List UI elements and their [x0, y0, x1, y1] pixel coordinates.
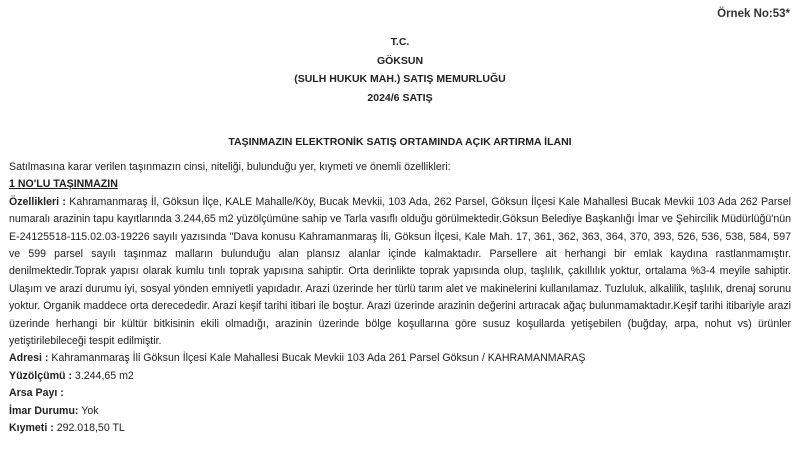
address-value: Kahramanmaraş İli Göksun İlçesi Kale Mahallesi Bucak Mevkii 103 Ada 261 Parsel Göksun / KAHRAMANMARAŞ — [48, 352, 586, 365]
features-paragraph — [9, 194, 791, 351]
header-line-city: GÖKSUN — [376, 54, 424, 67]
intro-text: Satılmasına karar verilen taşınmazın cinsi, niteliği, bulunduğu yer, kıymeti ve önemli özellikleri: — [9, 161, 451, 173]
value-label: Kıymeti : — [9, 422, 54, 435]
value-row — [9, 420, 791, 437]
sample-number: Örnek No:53* — [717, 8, 790, 20]
document-body — [9, 159, 791, 438]
zoning-value: Yok — [78, 404, 99, 417]
share-row — [9, 385, 791, 402]
value-amount: 292.018,50 TL — [53, 422, 125, 435]
address-row — [9, 350, 791, 367]
features-text: Kahramanmaraş İl, Göksun İlçe, KALE Mahalle/Köy, Bucak Mevkii, 103 Ada, 262 Parsel, Göksun İlçesi Kale Mahallesi Bucak Mevkii 103 Ada 262 Parsel numaralı arazinin tapu kayıtlarında 3.244,65 m2 yüzölçümüne sahip ve Tarla vasıflı olduğu görülmektedir.Göksun Belediye Başkanlığı İmar ve Şehircilik Müdürlüğü'nün E-24125518-115.02.03-19226 sayılı yazısında "Dava konusu Kahramanmaraş İli, Göksun İlçesi, Kale Mah. 17, 361, 362, 363, 364, 370, 393, 526, 536, 538, 584, 597 ve 599 parsel sayılı taşınmaz malların bulunduğu alan plansız alanlar içinde kalmaktadır. Parsellere ait herhangi bir emlak kaydına rastlanmamıştır. denilmektedir.Toprak yapısı olarak kumlu tınlı toprak yapısına sahiptir. Orta derinlikte toprak yapısında olup, taşlılık, çakıllılık yoktur, ortalama %3-4 meyile sahiptir. Ulaşım ve arazi durumu iyi, sosyal yönden emniyetli yapıdadır. Arazi üzerinde her türlü tarım alet ve makinelerini kullanılamaz. Tuzluluk, alkalilik, taşlılık, drenaj sorunu yoktur. Organik maddece orta derecededir. Arazi keşif tarihi itibari ile boştur. Arazi üzerinde arazinin değerini artıracak ağaç bulunmamaktadır.Keşif tarihi itibariyle arazi üzerinde herhangi bir kültür bitkisinin ekili olmadığı, arazinin üzerinde bölge koşullarına göre susuz koşullarda yetişebilen (buğday, arpa, nohut vs) ürünler yetiştirilebileceği tespit edilmiştir. — [9, 195, 791, 348]
area-row — [9, 368, 791, 385]
zoning-label: İmar Durumu: — [9, 404, 79, 417]
header-line-office: (SULH HUKUK MAH.) SATIŞ MEMURLUĞU — [294, 73, 506, 85]
features-label: Özellikleri : — [9, 195, 66, 208]
section-title: 1 NO'LU TAŞINMAZIN — [9, 178, 118, 191]
notice-title: TAŞINMAZIN ELEKTRONİK SATIŞ ORTAMINDA AÇIK ARTIRMA İLANI — [228, 136, 572, 148]
address-label: Adresi : — [9, 352, 49, 365]
document-header — [0, 33, 800, 107]
area-value: 3.244,65 m2 — [71, 369, 134, 382]
share-label: Arsa Payı : — [9, 387, 64, 400]
header-line-file: 2024/6 SATIŞ — [367, 91, 433, 104]
zoning-row — [9, 403, 791, 420]
header-line-tc: T.C. — [390, 36, 410, 48]
area-label: Yüzölçümü : — [9, 369, 72, 382]
